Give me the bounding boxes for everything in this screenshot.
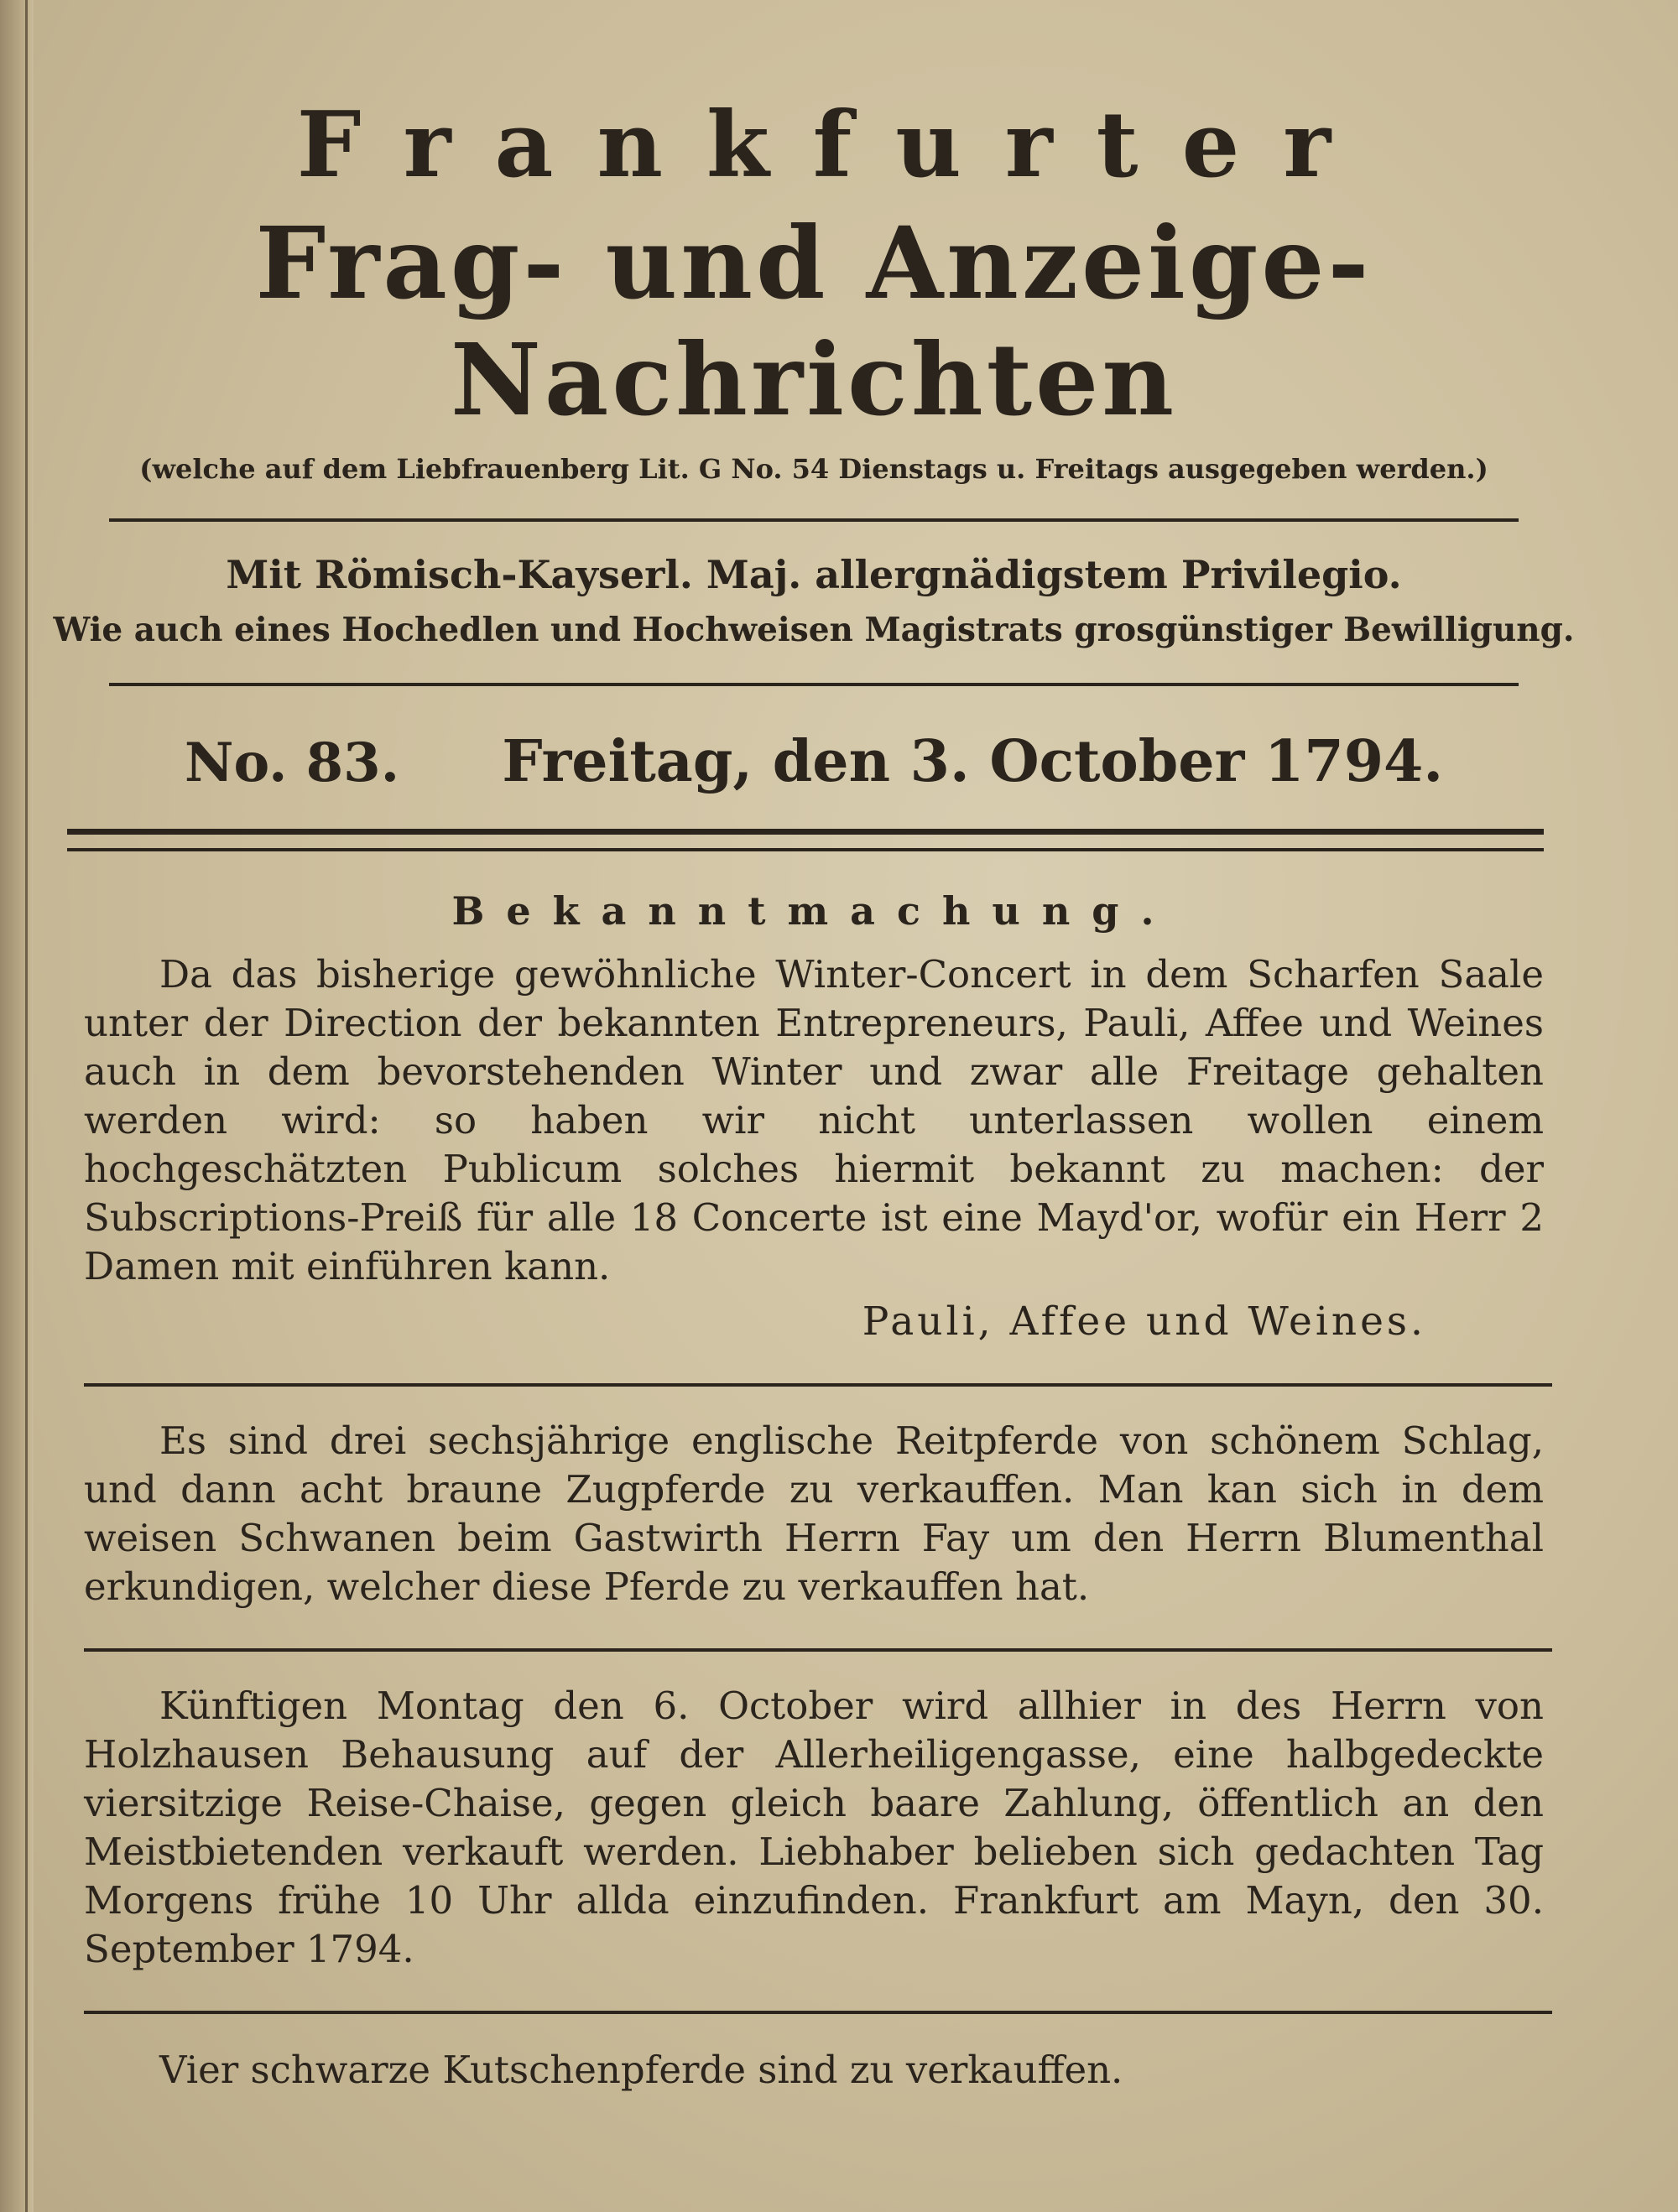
divider [84,1383,1552,1387]
divider-thin [67,848,1544,851]
divider [109,683,1519,686]
notice-coach-horses [84,2048,1544,2092]
issue-number: No. 83. [185,731,399,794]
notice-concert-text: Da das bisherige gewöhnliche Winter-Concert in dem Scharfen Saale unter der Direction der bekannten Entrepreneurs, Pauli, Affee und Weines auch in dem bevorstehenden Winter und zwar alle Freitage gehalten werden wird: so haben wir nicht unterlassen wollen einem hochgeschätzten Publicum solches hiermit bekannt zu machen: der Subscriptions-Preiß für alle 18 Concerte ist eine Mayd'or, wofür ein Herr 2 Damen mit einführen kann. [84,952,1544,1288]
notice-carriage [84,1682,1544,1974]
double-divider [67,829,1544,851]
notice-carriage-text: Künftigen Montag den 6. October wird allhier in des Herrn von Holzhausen Behausung auf der Allerheiligengasse, eine halbgedeckte viersitzige Reise-Chaise, gegen gleich baare Zahlung, öffentlich an den Meistbietenden verkauft werden. Liebhaber belieben sich gedachten Tag Morgens frühe 10 Uhr allda einzufinden. Frankfurt am Mayn, den 30. September 1794. [84,1684,1544,1971]
notice-coach-horses-text: Vier schwarze Kutschenpferde sind zu verkauffen. [159,2048,1123,2092]
notice-horses [84,1417,1544,1611]
masthead-title-line2: Frag- und Anzeige-Nachrichten [255,205,1373,438]
spine-edge [25,0,28,2212]
page-content [50,92,1577,2092]
privilege-subline: Wie auch eines Hochedlen und Hochweisen Magistrats grosgünstiger Bewilligung. [53,611,1575,649]
divider-thick [67,829,1544,835]
notice-horses-text: Es sind drei sechsjährige englische Reitpferde von schönem Schlag, und dann acht braune Zugpferde zu verkauffen. Man kan sich in dem weisen Schwanen beim Gastwirth Herrn Fay um den Herrn Blumenthal erkundigen, welcher diese Pferde zu verkauffen hat. [84,1418,1544,1609]
issue-date: Freitag, den 3. October 1794. [502,728,1443,795]
notice-concert-signature: Pauli, Affee und Weines. [862,1299,1426,1345]
divider [84,1648,1552,1652]
book-spine [0,0,34,2212]
masthead-note: (welche auf dem Liebfrauenberg Lit. G No. 54 Dienstags u. Freitags ausgegeben werden.) [139,453,1488,485]
divider [84,2011,1552,2014]
masthead-title-line1: Frankfurter [296,92,1375,198]
section-heading: Bekanntmachung. [451,888,1176,934]
privilege-line: Mit Römisch-Kayserl. Maj. allergnädigstem Privilegio. [226,552,1402,597]
notice-concert [84,950,1544,1346]
divider [109,518,1519,522]
issue-line [185,728,1443,795]
